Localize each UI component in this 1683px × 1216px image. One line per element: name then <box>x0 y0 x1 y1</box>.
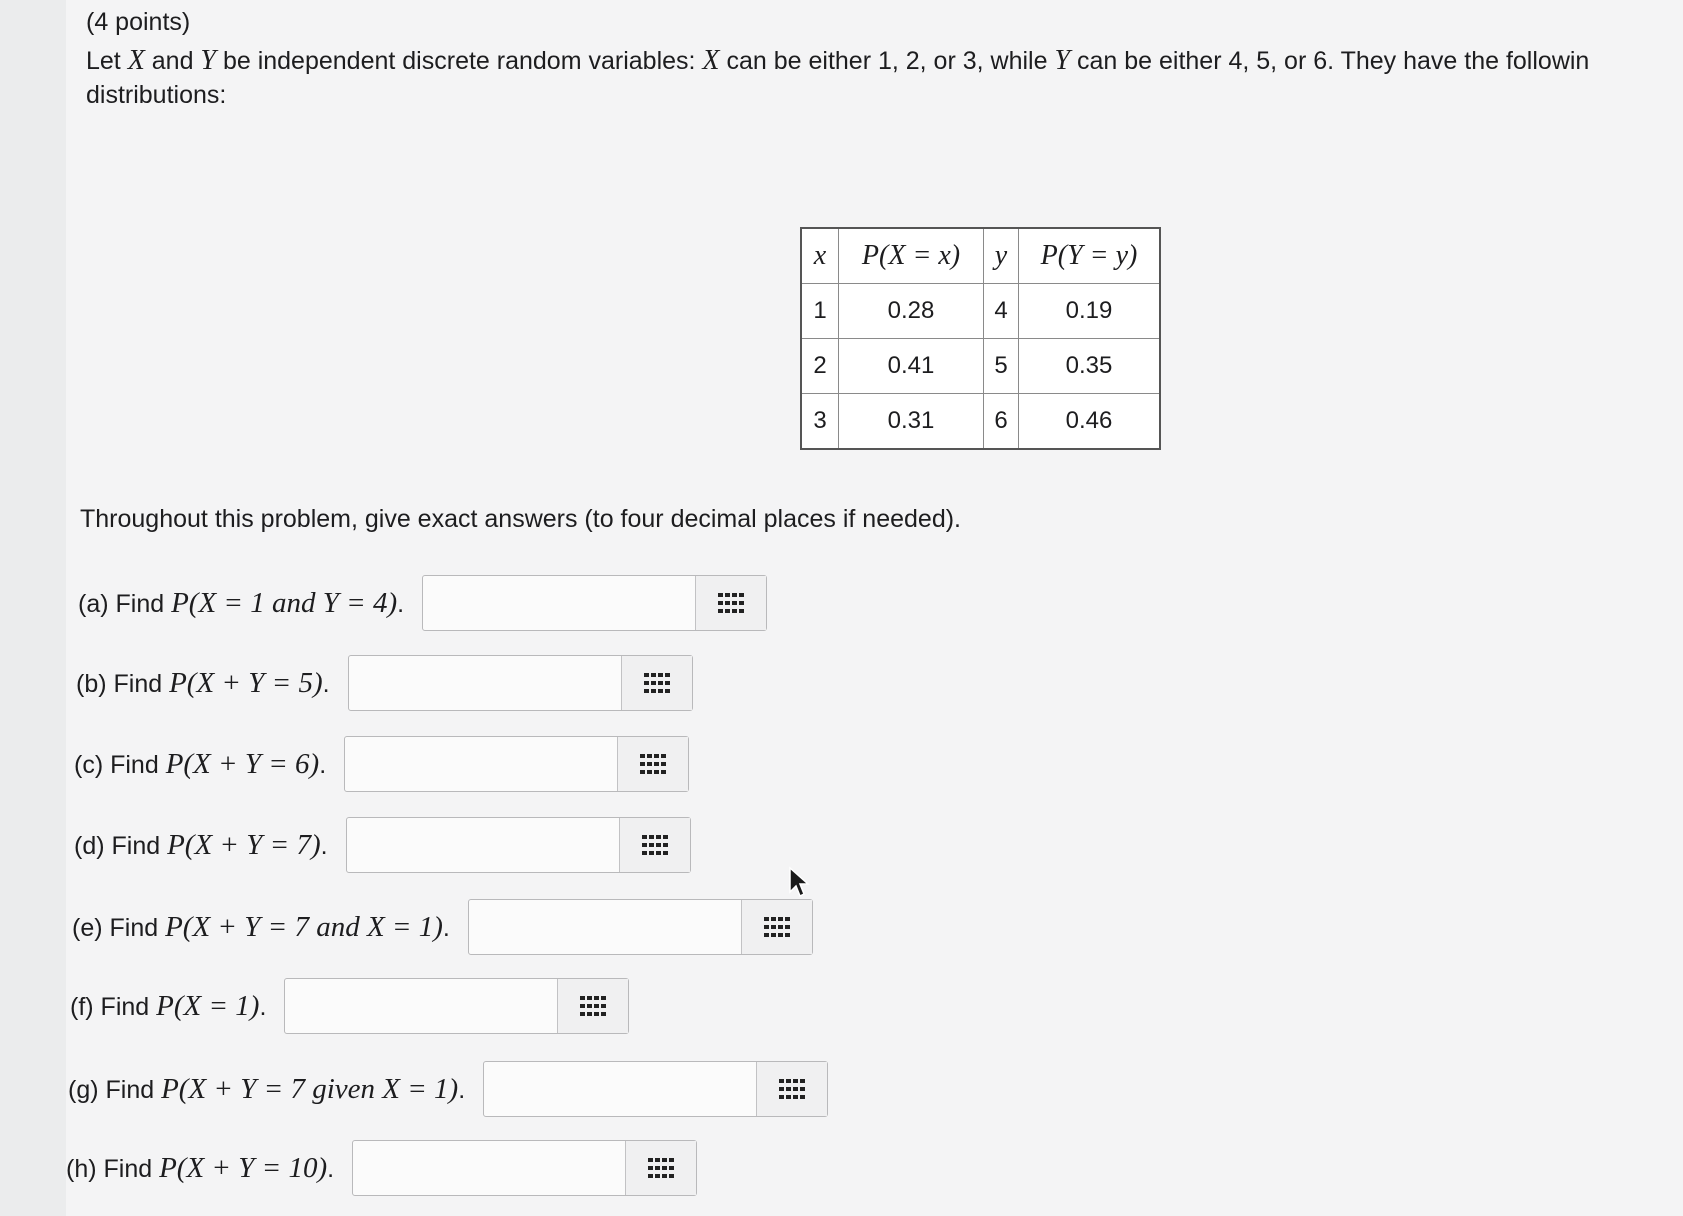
question-c: (c) Find P(X + Y = 6). <box>74 736 689 792</box>
question-e: (e) Find P(X + Y = 7 and X = 1). <box>72 899 813 955</box>
points-header: (4 points) <box>86 8 191 36</box>
answer-input-h[interactable] <box>353 1141 625 1195</box>
answer-box-f <box>284 978 629 1034</box>
keypad-button-g[interactable] <box>756 1062 827 1116</box>
answer-input-e[interactable] <box>469 900 741 954</box>
keypad-icon <box>640 754 666 774</box>
table-cell: 0.41 <box>839 339 984 394</box>
question-f: (f) Find P(X = 1). <box>70 978 629 1034</box>
answer-input-a[interactable] <box>423 576 695 630</box>
keypad-button-c[interactable] <box>617 737 688 791</box>
mouse-pointer-icon <box>788 866 810 898</box>
question-a: (a) Find P(X = 1 and Y = 4). <box>78 575 767 631</box>
table-row <box>801 394 1160 450</box>
instructions: Throughout this problem, give exact answers (to four decimal places if needed). <box>80 505 962 533</box>
answer-box-b <box>348 655 693 711</box>
table-cell: 4 <box>984 284 1019 339</box>
table-cell: 1 <box>801 284 839 339</box>
table-cell: 3 <box>801 394 839 450</box>
keypad-icon <box>580 996 606 1016</box>
table-cell: 6 <box>984 394 1019 450</box>
question-b: (b) Find P(X + Y = 5). <box>76 655 693 711</box>
question-d: (d) Find P(X + Y = 7). <box>74 817 691 873</box>
table-header-px: P(X = x) <box>839 228 984 284</box>
table-header-y: y <box>984 228 1019 284</box>
answer-box-h <box>352 1140 697 1196</box>
answer-box-a <box>422 575 767 631</box>
table-header-py: P(Y = y) <box>1019 228 1161 284</box>
table-header-x: x <box>801 228 839 284</box>
keypad-button-e[interactable] <box>741 900 812 954</box>
keypad-button-h[interactable] <box>625 1141 696 1195</box>
answer-input-d[interactable] <box>347 818 619 872</box>
keypad-icon <box>644 673 670 693</box>
keypad-button-f[interactable] <box>557 979 628 1033</box>
table-cell: 0.46 <box>1019 394 1161 450</box>
answer-input-c[interactable] <box>345 737 617 791</box>
answer-box-d <box>346 817 691 873</box>
table-cell: 0.19 <box>1019 284 1161 339</box>
problem-intro: Let X and Y be independent discrete random variables: X can be either 1, 2, or 3, while Y can be either 4, 5, or 6. They have the followin distributions: <box>86 45 1590 109</box>
table-row <box>801 339 1160 394</box>
table-cell: 5 <box>984 339 1019 394</box>
table-cell: 0.28 <box>839 284 984 339</box>
answer-box-g <box>483 1061 828 1117</box>
keypad-button-b[interactable] <box>621 656 692 710</box>
answer-box-e <box>468 899 813 955</box>
table-cell: 0.35 <box>1019 339 1161 394</box>
keypad-icon <box>648 1158 674 1178</box>
table-cell: 0.31 <box>839 394 984 450</box>
answer-input-f[interactable] <box>285 979 557 1033</box>
table-cell: 2 <box>801 339 839 394</box>
table-row <box>801 284 1160 339</box>
table-header-row <box>801 228 1160 284</box>
keypad-icon <box>764 917 790 937</box>
answer-input-b[interactable] <box>349 656 621 710</box>
keypad-button-a[interactable] <box>695 576 766 630</box>
keypad-button-d[interactable] <box>619 818 690 872</box>
keypad-icon <box>642 835 668 855</box>
answer-box-c <box>344 736 689 792</box>
answer-input-g[interactable] <box>484 1062 756 1116</box>
question-g: (g) Find P(X + Y = 7 given X = 1). <box>68 1061 828 1117</box>
keypad-icon <box>718 593 744 613</box>
question-h: (h) Find P(X + Y = 10). <box>66 1140 697 1196</box>
distribution-table <box>800 227 1161 450</box>
keypad-icon <box>779 1079 805 1099</box>
